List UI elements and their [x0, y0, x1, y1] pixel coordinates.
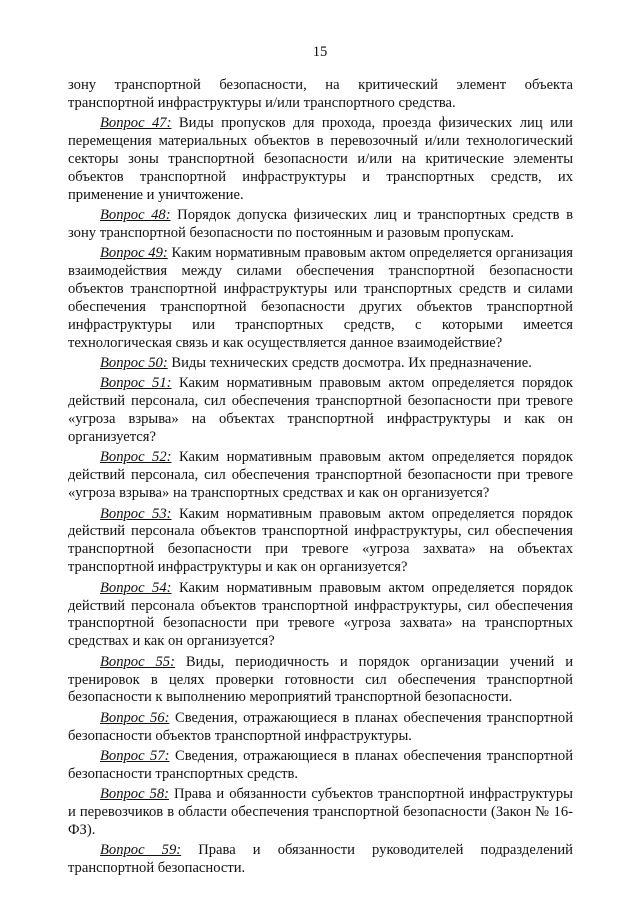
- question-50: [68, 355, 573, 373]
- paragraph-continuation: [68, 77, 573, 113]
- question-label: Вопрос 50:: [100, 355, 168, 372]
- question-text: Каким нормативным правовым актом определяется порядок действий персонала объектов транспортной инфраструктуры, сил обеспечения транспортной безопасности при тревоге «угроза захвата» на транспортных средствах и как он организуется?: [68, 579, 574, 650]
- question-text: Виды пропусков для прохода, проезда физических лиц или перемещения материальных объектов в перевозочный и/или технологический секторы зоны транспортной безопасности и/или на критические элементы объектов транспортной инфраструктуры и транспортных средств, их применение и уничтожение.: [68, 115, 573, 203]
- question-label: Вопрос 52:: [100, 449, 172, 466]
- question-label: Вопрос 59:: [100, 842, 182, 859]
- question-58: [68, 786, 573, 840]
- question-label: Вопрос 57:: [100, 747, 170, 764]
- question-53: [68, 506, 573, 578]
- question-text: Сведения, отражающиеся в планах обеспечения транспортной безопасности объектов транспортной инфраструктуры.: [68, 709, 573, 744]
- question-label: Вопрос 55:: [100, 653, 175, 670]
- question-text: Каким нормативным правовым актом определяется порядок действий персонала объектов транспортной инфраструктуры, сил обеспечения транспортной безопасности при тревоге «угроза захвата» на объектах транспортной инфраструктуры и как он организуется?: [68, 505, 574, 576]
- question-59: [68, 842, 573, 878]
- question-label: Вопрос 56:: [100, 709, 170, 726]
- question-51: [68, 375, 573, 447]
- question-text: Каким нормативным правовым актом определяется организация взаимодействия между силами обеспечения транспортной безопасности объектов транспортной инфраструктуры или транспортных средств и силами обеспечения транспортной безопасности других объектов транспортной инфраструктуры или транспортных средств, с которыми имеется технологическая связь и как осуществляется данное взаимодействие?: [68, 245, 573, 351]
- paragraph-text: зону транспортной безопасности, на критический элемент объекта транспортной инфраструктуры и/или транспортного средства.: [68, 77, 573, 111]
- question-label: Вопрос 54:: [100, 579, 172, 596]
- question-label: Вопрос 51:: [100, 375, 172, 392]
- page-body: [68, 77, 573, 880]
- question-text: Сведения, отражающиеся в планах обеспечения транспортной безопасности транспортных средств.: [68, 747, 573, 782]
- question-text: Виды, периодичность и порядок организации учений и тренировок в целях проверки готовности сил обеспечения транспортной безопасности к выполнению мероприятий транспортной безопасности.: [68, 653, 574, 706]
- question-text: Права и обязанности субъектов транспортной инфраструктуры и перевозчиков в области обеспечения транспортной безопасности (Закон № 16-ФЗ).: [68, 786, 573, 838]
- question-56: [68, 710, 573, 746]
- question-48: [68, 207, 573, 243]
- question-label: Вопрос 49:: [100, 245, 168, 262]
- question-text: Виды технических средств досмотра. Их предназначение.: [167, 355, 532, 372]
- question-text: Порядок допуска физических лиц и транспортных средств в зону транспортной безопасности по постоянным и разовым пропускам.: [68, 207, 573, 242]
- question-text: Каким нормативным правовым актом определяется порядок действий персонала, сил обеспечения транспортной безопасности при тревоге «угроза взрыва» на объектах транспортной инфраструктуры и как он организуется?: [68, 375, 574, 446]
- page-number: 15: [312, 44, 328, 60]
- question-54: [68, 580, 573, 652]
- question-57: [68, 748, 573, 784]
- question-label: Вопрос 58:: [100, 786, 169, 803]
- question-text: Каким нормативным правовым актом определяется порядок действий персонала, сил обеспечения транспортной безопасности при тревоге «угроза взрыва» на транспортных средствах и как он организуется?: [68, 449, 574, 502]
- question-label: Вопрос 53:: [100, 505, 172, 522]
- question-text: Права и обязанности руководителей подразделений транспортной безопасности.: [68, 842, 573, 877]
- question-49: [68, 245, 573, 352]
- question-label: Вопрос 47:: [100, 115, 172, 132]
- question-label: Вопрос 48:: [100, 207, 171, 224]
- question-52: [68, 449, 573, 503]
- question-55: [68, 654, 573, 708]
- question-47: [68, 115, 573, 205]
